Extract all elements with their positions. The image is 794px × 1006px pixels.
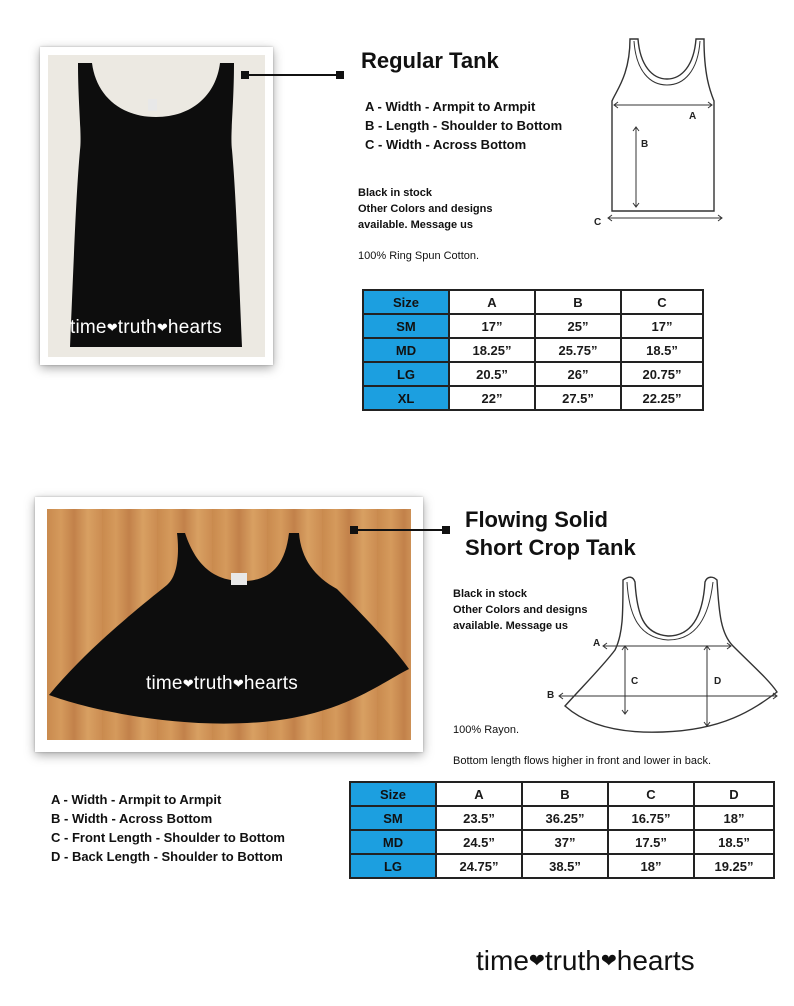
crop-material: 100% Rayon. bbox=[453, 724, 520, 736]
brand-word-hearts: hearts bbox=[616, 945, 695, 976]
table-header-c: C bbox=[621, 290, 703, 314]
table-header-a: A bbox=[449, 290, 535, 314]
table-cell: 17” bbox=[449, 314, 535, 338]
heart-icon: ❤ bbox=[156, 320, 168, 335]
regular-material: 100% Ring Spun Cotton. bbox=[358, 250, 480, 262]
brand-word-time: time bbox=[476, 945, 529, 976]
table-cell: 25.75” bbox=[535, 338, 621, 362]
regular-photo-brand-text bbox=[70, 317, 222, 339]
table-row bbox=[363, 386, 703, 410]
brand-word-truth: truth bbox=[117, 317, 157, 338]
regular-diagram-label-c: C bbox=[594, 217, 602, 228]
crop-spec-c: C - Front Length - Shoulder to Bottom bbox=[51, 830, 285, 845]
size-cell: MD bbox=[363, 338, 449, 362]
table-cell: 18.5” bbox=[694, 830, 774, 854]
heart-icon: ❤ bbox=[232, 676, 244, 691]
table-cell: 22” bbox=[449, 386, 535, 410]
crop-stock-line-1: Black in stock bbox=[453, 588, 527, 600]
regular-diagram-label-b: B bbox=[641, 139, 649, 150]
table-cell: 17” bbox=[621, 314, 703, 338]
table-cell: 36.25” bbox=[522, 806, 608, 830]
regular-tank-title: Regular Tank bbox=[361, 48, 499, 73]
footer-brand-logo bbox=[476, 945, 695, 977]
regular-tank-photo bbox=[48, 55, 265, 357]
crop-photo-brand-text bbox=[146, 673, 298, 695]
table-cell: 27.5” bbox=[535, 386, 621, 410]
crop-diagram-label-d: D bbox=[714, 676, 722, 687]
regular-connector-end-dot bbox=[336, 71, 344, 79]
table-cell: 16.75” bbox=[608, 806, 694, 830]
table-header-row bbox=[363, 290, 703, 314]
table-cell: 37” bbox=[522, 830, 608, 854]
table-cell: 38.5” bbox=[522, 854, 608, 878]
crop-size-table bbox=[349, 781, 775, 879]
table-row bbox=[350, 854, 774, 878]
heart-icon: ❤ bbox=[528, 951, 545, 972]
crop-tank-garment-image bbox=[47, 509, 411, 740]
brand-word-hearts: hearts bbox=[167, 317, 222, 338]
crop-tank-photo-frame bbox=[35, 497, 423, 752]
table-cell: 18.5” bbox=[621, 338, 703, 362]
crop-spec-b: B - Width - Across Bottom bbox=[51, 811, 213, 826]
regular-size-table bbox=[362, 289, 704, 411]
crop-connector-line bbox=[354, 529, 447, 531]
table-cell: 18” bbox=[694, 806, 774, 830]
size-cell: SM bbox=[350, 806, 436, 830]
table-cell: 22.25” bbox=[621, 386, 703, 410]
table-cell: 25” bbox=[535, 314, 621, 338]
table-cell: 23.5” bbox=[436, 806, 522, 830]
table-row bbox=[350, 806, 774, 830]
crop-stock-line-3: available. Message us bbox=[453, 620, 568, 632]
crop-diagram-label-c: C bbox=[631, 676, 639, 687]
size-cell: LG bbox=[363, 362, 449, 386]
crop-title-line-1: Flowing Solid bbox=[465, 507, 608, 532]
brand-word-time: time bbox=[146, 673, 183, 694]
regular-tank-garment-image bbox=[48, 55, 265, 357]
table-cell: 17.5” bbox=[608, 830, 694, 854]
table-cell: 20.5” bbox=[449, 362, 535, 386]
table-header-size: Size bbox=[350, 782, 436, 806]
crop-diagram-label-b: B bbox=[547, 690, 555, 701]
table-cell: 18” bbox=[608, 854, 694, 878]
size-cell: XL bbox=[363, 386, 449, 410]
brand-word-truth: truth bbox=[544, 945, 601, 976]
table-header-b: B bbox=[535, 290, 621, 314]
crop-diagram-label-a: A bbox=[593, 638, 601, 649]
table-cell: 24.75” bbox=[436, 854, 522, 878]
regular-stock-line-2: Other Colors and designs bbox=[358, 203, 493, 215]
regular-stock-line-1: Black in stock bbox=[358, 187, 432, 199]
regular-tank-photo-frame bbox=[40, 47, 273, 365]
crop-tank-photo bbox=[47, 509, 411, 740]
size-cell: SM bbox=[363, 314, 449, 338]
table-header-row bbox=[350, 782, 774, 806]
table-header-c: C bbox=[608, 782, 694, 806]
table-row bbox=[350, 830, 774, 854]
brand-word-hearts: hearts bbox=[243, 673, 298, 694]
heart-icon: ❤ bbox=[106, 320, 118, 335]
crop-stock-line-2: Other Colors and designs bbox=[453, 604, 588, 616]
size-cell: LG bbox=[350, 854, 436, 878]
regular-stock-line-3: available. Message us bbox=[358, 219, 473, 231]
size-cell: MD bbox=[350, 830, 436, 854]
crop-spec-list bbox=[51, 790, 285, 866]
brand-word-truth: truth bbox=[193, 673, 233, 694]
regular-spec-b: B - Length - Shoulder to Bottom bbox=[365, 118, 563, 133]
table-header-a: A bbox=[436, 782, 522, 806]
table-header-d: D bbox=[694, 782, 774, 806]
crop-connector-end-dot bbox=[442, 526, 450, 534]
brand-word-time: time bbox=[70, 317, 107, 338]
table-cell: 20.75” bbox=[621, 362, 703, 386]
crop-tank-title bbox=[465, 506, 636, 562]
table-row bbox=[363, 362, 703, 386]
crop-spec-d: D - Back Length - Shoulder to Bottom bbox=[51, 849, 283, 864]
regular-spec-list bbox=[365, 97, 562, 154]
table-cell: 19.25” bbox=[694, 854, 774, 878]
regular-spec-c: C - Width - Across Bottom bbox=[365, 137, 527, 152]
table-header-b: B bbox=[522, 782, 608, 806]
regular-stock-note bbox=[358, 185, 492, 233]
regular-connector-line bbox=[245, 74, 340, 76]
crop-flow-note: Bottom length flows higher in front and lower in back. bbox=[453, 755, 712, 767]
table-row bbox=[363, 314, 703, 338]
regular-tank-diagram bbox=[592, 35, 742, 230]
crop-spec-a: A - Width - Armpit to Armpit bbox=[51, 792, 222, 807]
table-cell: 26” bbox=[535, 362, 621, 386]
table-row bbox=[363, 338, 703, 362]
regular-spec-a: A - Width - Armpit to Armpit bbox=[365, 99, 536, 114]
table-cell: 18.25” bbox=[449, 338, 535, 362]
crop-title-line-2: Short Crop Tank bbox=[465, 535, 636, 560]
table-header-size: Size bbox=[363, 290, 449, 314]
crop-tank-diagram bbox=[543, 574, 783, 739]
regular-diagram-label-a: A bbox=[689, 111, 697, 122]
table-cell: 24.5” bbox=[436, 830, 522, 854]
heart-icon: ❤ bbox=[182, 676, 194, 691]
heart-icon: ❤ bbox=[600, 951, 617, 972]
